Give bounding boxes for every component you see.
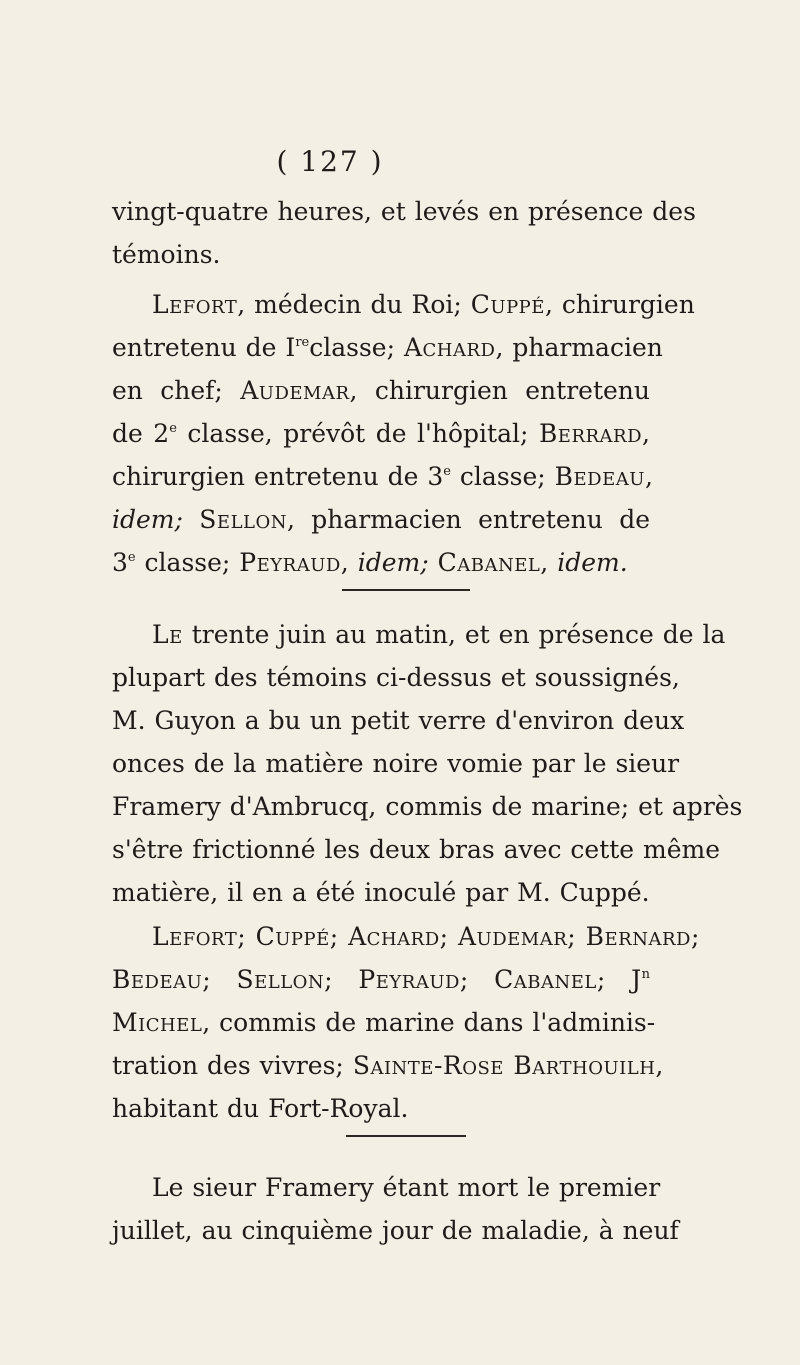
name-achard: Achard [403,333,496,362]
section-divider [342,589,470,591]
text-line: juillet, au cinquième jour de maladie, à neuf [112,1216,679,1245]
superscript: e [169,421,177,436]
name-michel: Michel [112,1008,203,1037]
small-caps-le: Le [152,620,183,649]
text-run: , médecin du Roi; [237,290,471,319]
name-lefort: Lefort [152,290,238,319]
text-line: plupart des témoins ci-dessus et soussignés, [112,663,680,692]
superscript: re [295,335,310,350]
name-audemar: Audemar [240,376,350,405]
italic-idem: idem. [557,548,628,577]
text-run [183,505,199,534]
paragraph-3-experiment [112,613,743,914]
text-line: Lefort; Cuppé; Achard; Audemar; Bernard; [152,922,700,951]
text-line [112,1044,664,1087]
section-divider [346,1135,466,1137]
text-run: classe; [135,548,240,577]
name-bedeau: Bedeau [554,462,645,491]
text-run: , [655,1051,664,1080]
paragraph-2-signatories [112,283,695,584]
text-line [112,412,650,455]
text-line [112,958,650,1001]
paragraph-1 [112,190,696,276]
text-line [112,326,663,369]
text-line [112,283,695,326]
page-number: ( 127 ) [276,145,384,178]
paragraph-4-signatures [112,915,700,1130]
name-sainte-rose-barthouilh: Sainte-Rose Barthouilh [352,1051,656,1080]
text-run: classe; [309,333,404,362]
text-line: vingt-quatre heures, et levés en présence des [112,197,696,226]
text-run: chirurgien entretenu de 3 [112,462,444,491]
text-line: Le sieur Framery étant mort le premier [152,1173,661,1202]
text-run: classe; [450,462,555,491]
text-run: , [340,548,358,577]
text-run: 3 [112,548,128,577]
name-cabanel: Cabanel [437,548,541,577]
paragraph-5 [112,1166,679,1252]
text-run: , [644,462,653,491]
text-line [112,498,650,541]
text-line: M. Guyon a bu un petit verre d'environ deux [112,706,685,735]
text-run: trente juin au matin, et en présence de la [182,620,726,649]
name-sellon: Sellon [199,505,287,534]
italic-idem: idem; [357,548,429,577]
italic-idem: idem; [112,505,183,534]
text-run: entretenu de I [112,333,296,362]
text-run: , [540,548,558,577]
text-run: en chef; [112,376,241,405]
text-line [112,613,726,656]
text-run: tration des vivres; [112,1051,353,1080]
text-run: , pharmacien entretenu de [286,505,650,534]
text-line: Framery d'Ambrucq, commis de marine; et après [112,792,743,821]
superscript: e [443,464,451,479]
signature-names: Bedeau; Sellon; Peyraud; Cabanel; J [112,965,642,994]
text-run [429,548,438,577]
name-cuppe: Cuppé [470,290,545,319]
text-run: , commis de marine dans l'adminis- [202,1008,656,1037]
superscript: e [127,550,136,565]
text-run: classe, prévôt de l'hôpital; [176,419,539,448]
text-run: , chirurgien entretenu [349,376,650,405]
name-berrard: Berrard [538,419,643,448]
text-line [112,1001,656,1044]
text-run: de 2 [112,419,170,448]
text-run: , chirurgien [544,290,695,319]
name-peyraud: Peyraud [239,548,341,577]
text-line: s'être frictionné les deux bras avec cette même [112,835,721,864]
superscript: n [641,967,650,982]
text-run: , pharmacien [495,333,663,362]
text-line: témoins. [112,240,221,269]
text-line: onces de la matière noire vomie par le sieur [112,749,680,778]
text-line [112,369,650,412]
text-line: habitant du Fort-Royal. [112,1094,409,1123]
text-line: matière, il en a été inoculé par M. Cuppé. [112,878,650,907]
text-run: , [642,419,650,448]
text-line [112,541,650,584]
text-line [112,455,653,498]
